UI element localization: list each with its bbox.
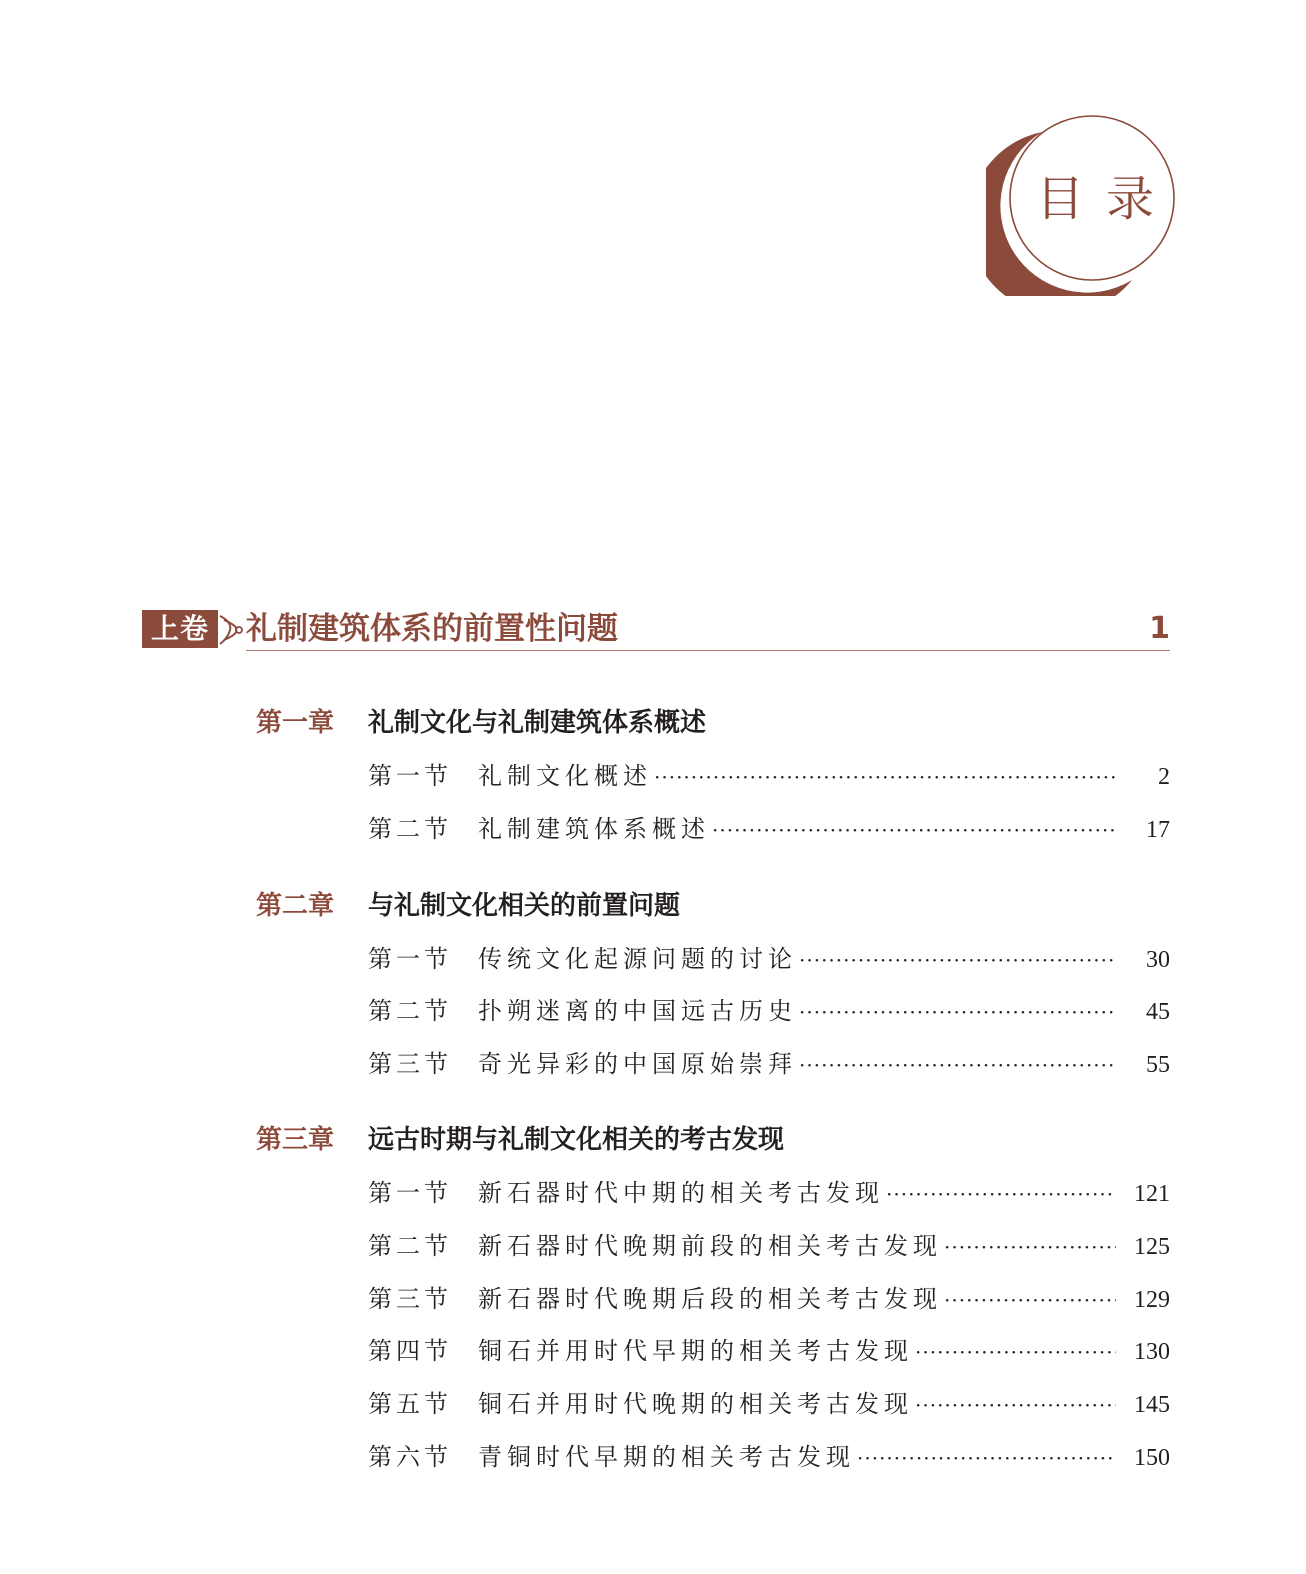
section-number: 第二节 [368, 815, 452, 843]
toc-entry[interactable] [368, 937, 1170, 981]
toc-entry[interactable] [368, 1329, 1170, 1373]
section-number: 第一节 [368, 762, 452, 790]
toc-entry[interactable] [368, 989, 1170, 1033]
dot-leader [712, 808, 1116, 852]
section-number: 第三节 [368, 1285, 452, 1313]
volume-header [142, 604, 1170, 652]
dot-leader [857, 1436, 1116, 1480]
chapter-heading[interactable] [256, 884, 680, 928]
dot-leader [915, 1383, 1116, 1427]
toc-entry[interactable] [368, 1435, 1170, 1479]
chapter-title: 远古时期与礼制文化相关的考古发现 [368, 1125, 785, 1155]
chapter-title: 礼制文化与礼制建筑体系概述 [368, 708, 707, 738]
toc-entry[interactable] [368, 1277, 1170, 1321]
chapter-number: 第二章 [256, 891, 335, 921]
section-number: 第二节 [368, 1232, 452, 1260]
chapter-heading[interactable] [256, 701, 706, 745]
section-title: 礼制建筑体系概述 [478, 815, 710, 843]
section-title: 新石器时代晚期后段的相关考古发现 [478, 1285, 942, 1313]
dot-leader [915, 1330, 1116, 1374]
section-number: 第二节 [368, 997, 452, 1025]
toc-entry[interactable] [368, 1171, 1170, 1215]
section-page-number: 145 [1134, 1392, 1170, 1418]
toc-entry[interactable] [368, 1042, 1170, 1086]
section-title: 传统文化起源问题的讨论 [478, 945, 797, 973]
toc-entry[interactable] [368, 807, 1170, 851]
section-title: 铜石并用时代早期的相关考古发现 [478, 1337, 913, 1365]
chapter-number: 第三章 [256, 1125, 335, 1155]
dot-leader [799, 1043, 1116, 1087]
section-title: 铜石并用时代晚期的相关考古发现 [478, 1390, 913, 1418]
section-title: 新石器时代晚期前段的相关考古发现 [478, 1232, 942, 1260]
chapter-heading[interactable] [256, 1118, 784, 1162]
section-number: 第五节 [368, 1390, 452, 1418]
scroll-ornament-icon [218, 612, 244, 648]
dot-leader [654, 755, 1116, 799]
section-page-number: 17 [1146, 817, 1170, 843]
toc-entry[interactable] [368, 754, 1170, 798]
volume-page-number: 1 [1149, 611, 1170, 646]
volume-title: 礼制建筑体系的前置性问题 [246, 611, 618, 647]
section-number: 第三节 [368, 1050, 452, 1078]
dot-leader [799, 990, 1116, 1034]
section-number: 第一节 [368, 945, 452, 973]
section-page-number: 45 [1146, 999, 1170, 1025]
dot-leader [799, 938, 1116, 982]
section-number: 第六节 [368, 1443, 452, 1471]
section-page-number: 129 [1134, 1287, 1170, 1313]
section-title: 奇光异彩的中国原始崇拜 [478, 1050, 797, 1078]
section-page-number: 121 [1134, 1181, 1170, 1207]
section-page-number: 150 [1134, 1445, 1170, 1471]
section-title: 新石器时代中期的相关考古发现 [478, 1179, 884, 1207]
section-page-number: 30 [1146, 947, 1170, 973]
chapter-number: 第一章 [256, 708, 335, 738]
section-number: 第四节 [368, 1337, 452, 1365]
section-page-number: 130 [1134, 1339, 1170, 1365]
page-title: 目录 [1036, 171, 1177, 227]
section-title: 青铜时代早期的相关考古发现 [478, 1443, 855, 1471]
dot-leader [944, 1225, 1116, 1269]
section-number: 第一节 [368, 1179, 452, 1207]
toc-entry[interactable] [368, 1224, 1170, 1268]
section-page-number: 55 [1146, 1052, 1170, 1078]
section-title: 礼制文化概述 [478, 762, 652, 790]
volume-tag: 上卷 [142, 610, 218, 648]
dot-leader [886, 1172, 1116, 1216]
section-page-number: 2 [1158, 764, 1170, 790]
chapter-title: 与礼制文化相关的前置问题 [368, 891, 681, 921]
dot-leader [944, 1278, 1116, 1322]
section-title: 扑朔迷离的中国远古历史 [478, 997, 797, 1025]
volume-divider [246, 650, 1170, 651]
section-page-number: 125 [1134, 1234, 1170, 1260]
toc-entry[interactable] [368, 1382, 1170, 1426]
